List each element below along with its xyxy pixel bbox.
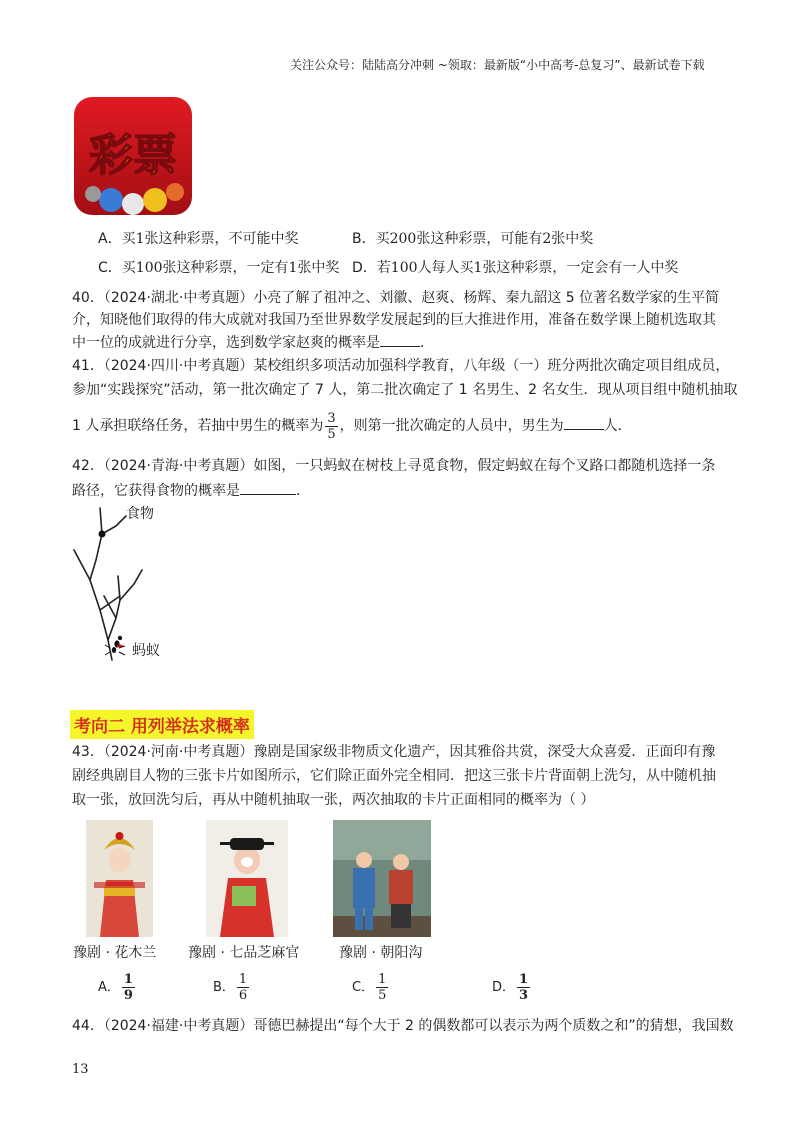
caption-qipin-zhimaguan: 豫剧 · 七品芝麻官 <box>188 945 300 961</box>
fraction-three-fifths: $\frac{3}{5}$ <box>327 410 336 442</box>
section-heading: 考向二 用列举法求概率 <box>70 710 254 739</box>
q40-line-3: 中一位的成就进行分享，选到数学家赵爽的概率是 ． <box>72 332 434 353</box>
caption-hua-mulan: 豫剧 · 花木兰 <box>73 945 157 961</box>
lottery-logo-image <box>73 96 193 216</box>
answer-blank <box>564 415 604 430</box>
ant-tree-diagram <box>60 500 180 680</box>
q39-option-c: C．买100张这种彩票，一定有1张中奖 <box>98 260 340 276</box>
page-header: 关注公众号：陆陆高分冲刺 ~领取：最新版“小中高考-总复习”、最新试卷下载 <box>290 58 705 72</box>
q44-line-1: 44．（2024·福建·中考真题）哥德巴赫提出“每个大于 2 的偶数都可以表示为两个质数之和”的猜想，我国数 <box>72 1018 734 1034</box>
q40-line-2: 介，知晓他们取得的伟大成就对我国乃至世界数学发展起到的巨大推进作用，准备在数学课上随机选取其 <box>72 312 716 328</box>
lottery-logo-text: 彩票 <box>89 130 177 181</box>
caption-chaoyanggou: 豫剧 · 朝阳沟 <box>339 945 423 961</box>
q43-option-d: D． $\frac{1}{3}$ <box>492 971 529 1003</box>
q39-option-a: A．买1张这种彩票，不可能中奖 <box>98 231 299 247</box>
q42-line-1: 42．（2024·青海·中考真题）如图，一只蚂蚁在树枝上寻觅食物，假定蚂蚁在每个叉路口都随机选择一条 <box>72 458 716 474</box>
answer-blank <box>240 480 296 495</box>
q43-line-2: 剧经典剧目人物的三张卡片如图所示，它们除正面外完全相同．把这三张卡片背面朝上洗匀，从中随机抽 <box>72 768 716 784</box>
q43-line-3: 取一张，放回洗匀后，再从中随机抽取一张，两次抽取的卡片正面相同的概率为（ ） <box>72 792 595 808</box>
q39-option-b: B．买200张这种彩票，可能有2张中奖 <box>352 231 594 247</box>
food-label: 食物 <box>126 506 154 522</box>
answer-blank <box>380 332 420 347</box>
q43-option-a: A． $\frac{1}{9}$ <box>98 971 133 1003</box>
q40-line-1: 40．（2024·湖北·中考真题）小亮了解了祖冲之、刘徽、赵爽、杨辉、秦九韶这 5 位著名数学家的生平简 <box>72 290 720 306</box>
opera-card-qipin-zhimaguan <box>206 820 288 937</box>
q41-line-2: 参加“实践探究”活动，第一批次确定了 7 人，第二批次确定了 1 名男生、2 名女生．现从项目组中随机抽取 <box>72 382 738 398</box>
q39-option-d: D．若100人每人买1张这种彩票，一定会有一人中奖 <box>352 260 679 276</box>
q43-line-1: 43．（2024·河南·中考真题）豫剧是国家级非物质文化遗产，因其雅俗共赏，深受大众喜爱．正面印有豫 <box>72 744 716 760</box>
page-number: 13 <box>72 1062 89 1077</box>
q43-option-c: C． $\frac{1}{5}$ <box>352 971 387 1003</box>
opera-card-chaoyanggou <box>333 820 431 937</box>
q41-line-1: 41．（2024·四川·中考真题）某校组织多项活动加强科学教育，八年级（一）班分两批次确定项目组成员， <box>72 358 730 374</box>
opera-card-hua-mulan <box>86 820 153 937</box>
q41-line-3: 1 人承担联络任务，若抽中男生的概率为 $\frac{3}{5}$ ，则第一批次确定的人员中，男生为 人． <box>72 410 632 442</box>
q43-option-b: B． $\frac{1}{6}$ <box>213 971 248 1003</box>
ant-label: 蚂蚁 <box>132 643 160 659</box>
q42-line-2: 路径，它获得食物的概率是 ． <box>72 480 310 501</box>
